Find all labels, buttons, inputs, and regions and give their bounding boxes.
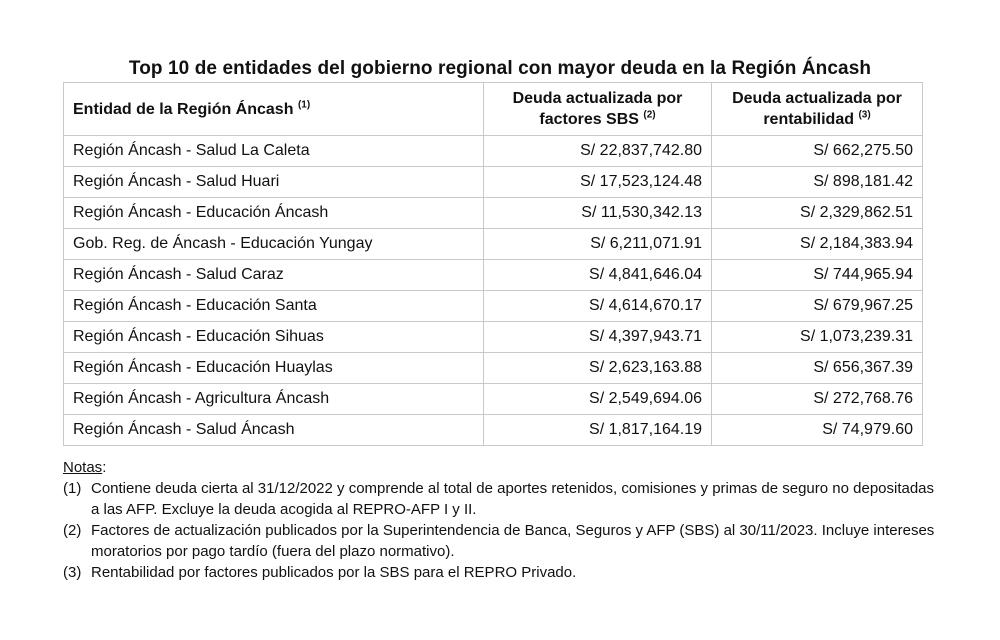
header-entity-ref: (1) bbox=[297, 99, 311, 111]
cell-entity: Región Áncash - Educación Santa bbox=[64, 291, 484, 322]
cell-sbs-debt: S/ 22,837,742.80 bbox=[484, 136, 712, 167]
table-row bbox=[64, 198, 923, 229]
header-entity-label: Entidad de la Región Áncash bbox=[73, 100, 294, 118]
header-sbs-line1: Deuda actualizada por bbox=[512, 90, 683, 107]
debt-table bbox=[63, 82, 923, 446]
cell-entity: Región Áncash - Salud La Caleta bbox=[64, 136, 484, 167]
note-item bbox=[63, 562, 938, 583]
cell-sbs-debt: S/ 11,530,342.13 bbox=[484, 198, 712, 229]
notes-title: Notas bbox=[63, 459, 103, 476]
cell-rent-debt: S/ 2,329,862.51 bbox=[712, 198, 923, 229]
header-sbs-line2: factores SBS bbox=[539, 111, 639, 128]
notes-section bbox=[63, 457, 938, 583]
notes-title-colon: : bbox=[102, 459, 107, 476]
header-sbs-ref: (2) bbox=[643, 109, 656, 121]
table-row bbox=[64, 229, 923, 260]
cell-rent-debt: S/ 898,181.42 bbox=[712, 167, 923, 198]
page-title: Top 10 de entidades del gobierno regional con mayor deuda en la Región Áncash bbox=[128, 58, 872, 79]
cell-rent-debt: S/ 662,275.50 bbox=[712, 136, 923, 167]
table-row bbox=[64, 322, 923, 353]
header-sbs-debt bbox=[484, 83, 712, 136]
cell-entity: Gob. Reg. de Áncash - Educación Yungay bbox=[64, 229, 484, 260]
cell-sbs-debt: S/ 4,614,670.17 bbox=[484, 291, 712, 322]
note-item bbox=[63, 478, 938, 520]
cell-entity: Región Áncash - Salud Caraz bbox=[64, 260, 484, 291]
note-number: (1) bbox=[63, 480, 82, 497]
header-rent-ref: (3) bbox=[858, 109, 871, 121]
cell-rent-debt: S/ 1,073,239.31 bbox=[712, 322, 923, 353]
cell-rent-debt: S/ 2,184,383.94 bbox=[712, 229, 923, 260]
cell-sbs-debt: S/ 17,523,124.48 bbox=[484, 167, 712, 198]
note-item bbox=[63, 520, 938, 562]
table-row bbox=[64, 384, 923, 415]
cell-rent-debt: S/ 744,965.94 bbox=[712, 260, 923, 291]
header-rent-debt bbox=[712, 83, 923, 136]
cell-sbs-debt: S/ 4,397,943.71 bbox=[484, 322, 712, 353]
cell-entity: Región Áncash - Salud Áncash bbox=[64, 415, 484, 446]
table-row bbox=[64, 353, 923, 384]
note-text: Contiene deuda cierta al 31/12/2022 y comprende al total de aportes retenidos, comisiones y primas de seguro no depositadas a las AFP. Excluye la deuda acogida al REPRO-AFP I y II. bbox=[91, 480, 935, 518]
cell-rent-debt: S/ 272,768.76 bbox=[712, 384, 923, 415]
table-row bbox=[64, 415, 923, 446]
cell-rent-debt: S/ 74,979.60 bbox=[712, 415, 923, 446]
cell-sbs-debt: S/ 1,817,164.19 bbox=[484, 415, 712, 446]
table-row bbox=[64, 291, 923, 322]
cell-sbs-debt: S/ 2,623,163.88 bbox=[484, 353, 712, 384]
header-entity bbox=[64, 83, 484, 136]
cell-entity: Región Áncash - Agricultura Áncash bbox=[64, 384, 484, 415]
table-row bbox=[64, 260, 923, 291]
cell-rent-debt: S/ 679,967.25 bbox=[712, 291, 923, 322]
header-rent-line2: rentabilidad bbox=[763, 111, 854, 128]
cell-sbs-debt: S/ 4,841,646.04 bbox=[484, 260, 712, 291]
table-row bbox=[64, 136, 923, 167]
cell-sbs-debt: S/ 6,211,071.91 bbox=[484, 229, 712, 260]
table-row bbox=[64, 167, 923, 198]
cell-entity: Región Áncash - Educación Áncash bbox=[64, 198, 484, 229]
cell-sbs-debt: S/ 2,549,694.06 bbox=[484, 384, 712, 415]
note-number: (3) bbox=[63, 564, 82, 581]
notes-heading bbox=[63, 457, 938, 478]
cell-entity: Región Áncash - Educación Huaylas bbox=[64, 353, 484, 384]
header-rent-line1: Deuda actualizada por bbox=[732, 90, 902, 107]
note-number: (2) bbox=[63, 522, 82, 539]
note-text: Rentabilidad por factores publicados por la SBS para el REPRO Privado. bbox=[91, 564, 577, 581]
table-header-row bbox=[64, 83, 923, 136]
cell-entity: Región Áncash - Educación Sihuas bbox=[64, 322, 484, 353]
cell-entity: Región Áncash - Salud Huari bbox=[64, 167, 484, 198]
note-text: Factores de actualización publicados por la Superintendencia de Banca, Seguros y AFP (SBS) al 30/11/2023. Incluye intereses moratorios por pago tardío (fuera del plazo normativo). bbox=[91, 522, 935, 560]
cell-rent-debt: S/ 656,367.39 bbox=[712, 353, 923, 384]
